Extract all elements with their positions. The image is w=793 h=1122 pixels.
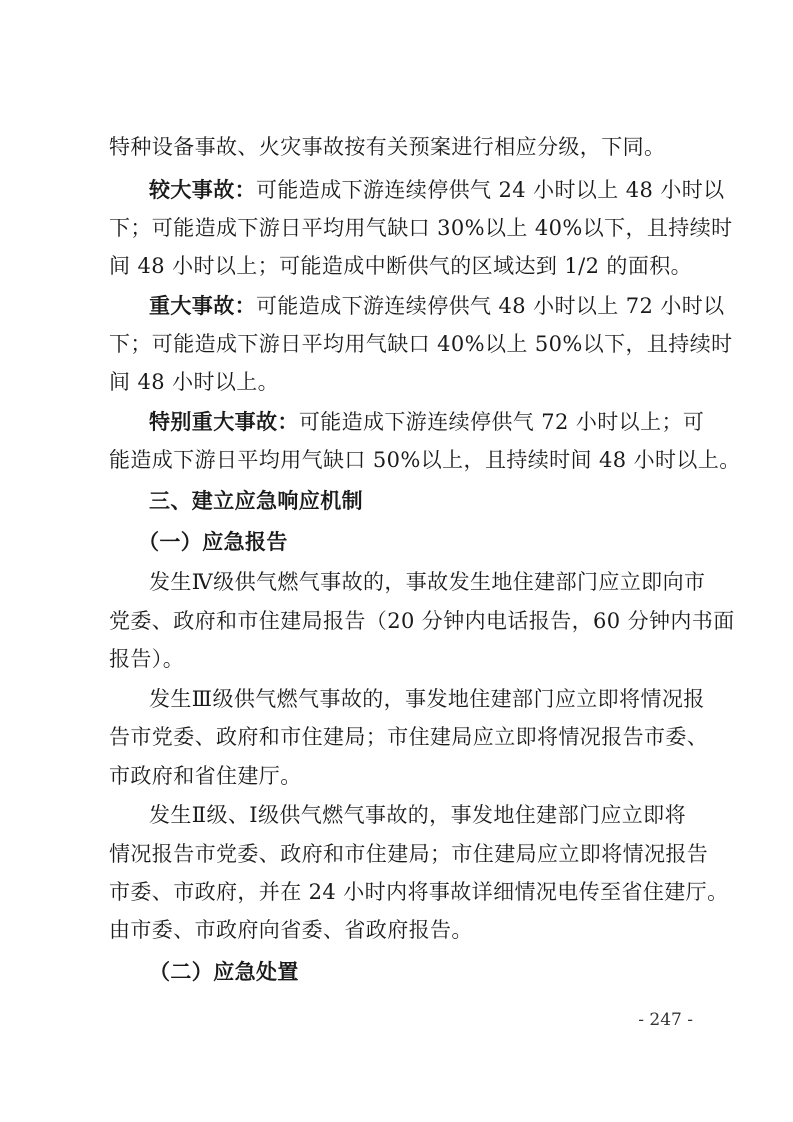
paragraph-line: 下；可能造成下游日平均用气缺口 30%以上 40%以下，且持续时: [109, 216, 733, 240]
paragraph-line: 情况报告市党委、政府和市住建局；市住建局应立即将情况报告: [109, 842, 709, 866]
page-number: - 247 -: [638, 1010, 693, 1030]
subsection-heading: （二）应急处置: [149, 959, 299, 984]
paragraph-line: 较大事故：可能造成下游连续停供气 24 小时以上 48 小时以: [149, 177, 725, 202]
paragraph-line: 特别重大事故：可能造成下游连续停供气 72 小时以上；可: [149, 409, 705, 434]
paragraph-line: 发生Ⅳ级供气燃气事故的，事故发生地住建部门应立即向市: [149, 570, 706, 594]
paragraph-line: 重大事故：可能造成下游连续停供气 48 小时以上 72 小时以: [149, 293, 725, 318]
paragraph-line: 发生Ⅲ级供气燃气事故的，事发地住建部门应立即将情况报: [149, 687, 705, 711]
paragraph-line: 间 48 小时以上；可能造成中断供气的区域达到 1/2 的面积。: [109, 254, 693, 278]
paragraph-line: 市委、市政府，并在 24 小时内将事故详细情况电传至省住建厅。: [109, 880, 729, 904]
paragraph-line: 间 48 小时以上。: [109, 370, 280, 394]
term-heading: 较大事故：: [149, 177, 256, 202]
paragraph-line: 市政府和省住建厅。: [109, 764, 302, 788]
term-heading: 重大事故：: [149, 293, 256, 318]
paragraph-line: 由市委、市政府向省委、省政府报告。: [109, 918, 473, 942]
subsection-heading: （一）应急报告: [138, 529, 288, 554]
section-heading: 三、建立应急响应机制: [149, 488, 363, 513]
paragraph-line: 能造成下游日平均用气缺口 50%以上，且持续时间 48 小时以上。: [109, 448, 741, 472]
paragraph-line: 发生Ⅱ级、Ⅰ级供气燃气事故的，事发地住建部门应立即将: [149, 803, 686, 827]
paragraph-line: 党委、政府和市住建局报告（20 分钟内电话报告，60 分钟内书面: [109, 609, 735, 633]
paragraph-line: 告市党委、政府和市住建局；市住建局应立即将情况报告市委、: [109, 725, 709, 749]
paragraph-line: 下；可能造成下游日平均用气缺口 40%以上 50%以下，且持续时: [109, 332, 733, 356]
paragraph-line: 特种设备事故、火灾事故按有关预案进行相应分级，下同。: [109, 135, 666, 159]
paragraph-line: 报告）。: [109, 647, 185, 671]
term-heading: 特别重大事故：: [149, 409, 299, 434]
